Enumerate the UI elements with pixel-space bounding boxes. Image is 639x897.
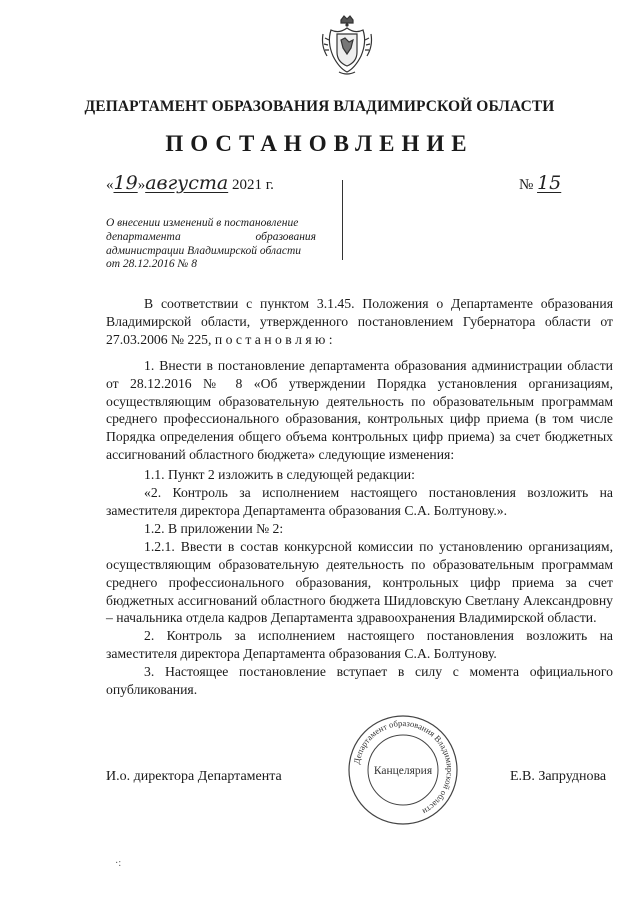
date-open-quote: « (106, 177, 114, 193)
document-body (106, 295, 613, 699)
fold-line-divider (342, 180, 343, 260)
paragraph-1-2-1: 1.2.1. Ввести в состав конкурсной комиссии по установлению организациям, осуществляющим образовательную деятельность по образовательным программам среднего профессионального образования, контрольных цифр приема за счет бюджетных ассигнований областного бюджета Шидловскую Светлану Александровну – начальника отдела кадров Департамента здравоохранения Владимирской области. (106, 538, 613, 626)
scan-speck: ·: (115, 858, 122, 869)
date-year: 2021 г. (231, 177, 274, 193)
stamp-ring-textpath: Департамент образования Владимирской области (351, 717, 456, 817)
signatory-position: И.о. директора Департамента (106, 769, 282, 784)
preamble-paragraph: В соответствии с пунктом 3.1.45. Положения о Департаменте образования Владимирской области, утвержденного постановлением Губернатора области от 27.03.2006 № 225, п о с т а н о в л я ю : (106, 296, 613, 347)
subject-line: администрации Владимирской области (106, 244, 302, 257)
paragraph-1-1-text: «2. Контроль за исполнением настоящего постановления возложить на заместителя директора Департамента образования С.А. Болтунову.». (106, 485, 613, 518)
paragraph-1: 1. Внести в постановление департамента образования администрации области от 28.12.2016 № 8 «Об утверждении Порядка установления организациям, осуществляющим образовательную деятельность по образовательным программам среднего профессионального образования, контрольных цифр приема (в том числе Порядка определения общего объема контрольных цифр приема) за счет бюджетных ассигнований областного бюджета» следующие изменения: (106, 357, 613, 463)
paragraph-1-2: 1.2. В приложении № 2: (144, 520, 284, 536)
date-month: августа (145, 172, 229, 194)
number-value: 15 (537, 172, 562, 194)
document-title: ПОСТАНОВЛЕНИЕ (165, 131, 474, 156)
paragraph-2: 2. Контроль за исполнением настоящего постановления возложить на заместителя директора Департамента образования С.А. Болтунову. (106, 628, 613, 662)
document-date (106, 172, 274, 194)
department-heading: ДЕПАРТАМЕНТ ОБРАЗОВАНИЯ ВЛАДИМИРСКОЙ ОБЛАСТИ (84, 98, 555, 115)
date-close-quote: » (137, 177, 146, 193)
subject-line: департамента образования (106, 230, 316, 243)
signatory-name: Е.В. Запруднова (510, 769, 607, 784)
paragraph-1-1: 1.1. Пункт 2 изложить в следующей редакции: (144, 467, 415, 483)
office-stamp (345, 712, 461, 828)
stamp-center-text: Канцелярия (373, 765, 433, 777)
paragraph-3: 3. Настоящее постановление вступает в силу с момента официального опубликования. (106, 664, 613, 698)
subject-line: от 28.12.2016 № 8 (106, 258, 198, 271)
subject-line: О внесении изменений в постановление (106, 217, 299, 229)
document-number (519, 172, 561, 194)
coat-of-arms-icon (319, 12, 375, 78)
subject-block (106, 217, 316, 272)
date-day: 19 (113, 172, 138, 194)
number-prefix: № (519, 177, 534, 193)
